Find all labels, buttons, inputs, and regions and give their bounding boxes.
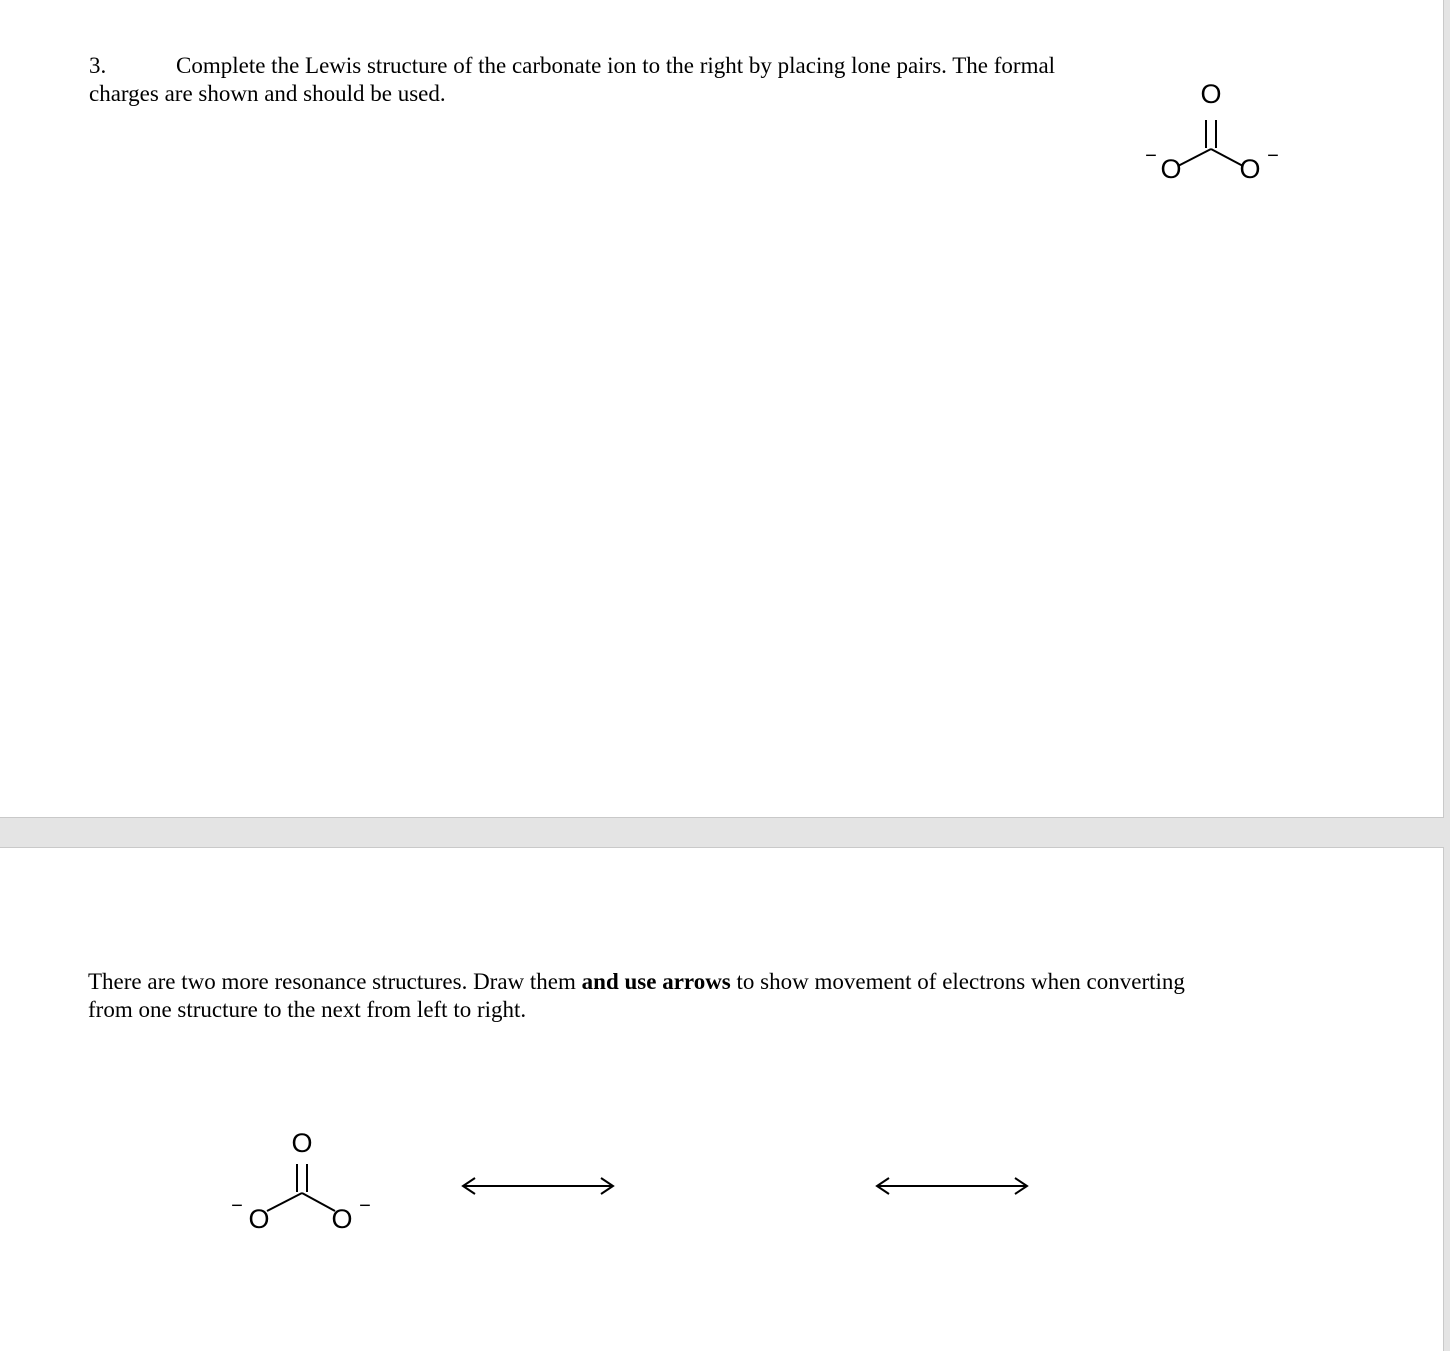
question-text-line-2: charges are shown and should be used.	[89, 81, 446, 106]
single-bond-right	[1211, 149, 1243, 166]
oxygen-left: O	[248, 1204, 270, 1234]
oxygen-right: O	[331, 1204, 353, 1234]
resonance-text-line-1	[88, 968, 1185, 996]
resonance-text-bold: and use arrows	[581, 969, 731, 994]
resonance-arrow-1	[458, 1174, 618, 1198]
resonance-text-part-a: There are two more resonance structures. Draw them	[88, 969, 582, 994]
carbonate-ion-structure	[1135, 72, 1295, 192]
oxygen-top: O	[1200, 79, 1222, 109]
question-text-line-1: Complete the Lewis structure of the carbonate ion to the right by placing lone pairs. The formal	[176, 53, 1056, 78]
document-page-2	[0, 847, 1444, 1351]
oxygen-right: O	[1239, 154, 1261, 184]
oxygen-left: O	[1160, 154, 1182, 184]
question-number: 3.	[89, 53, 107, 78]
charge-right: −	[359, 1195, 371, 1217]
charge-left: −	[1145, 145, 1157, 167]
single-bond-left	[1178, 149, 1211, 166]
resonance-arrow-2	[872, 1174, 1032, 1198]
oxygen-top: O	[291, 1128, 313, 1158]
single-bond-right	[302, 1193, 335, 1211]
charge-right: −	[1267, 145, 1279, 167]
single-bond-left	[267, 1193, 302, 1211]
resonance-structure-start	[222, 1122, 382, 1242]
resonance-text-line-2: from one structure to the next from left to right.	[88, 997, 527, 1022]
resonance-text-part-b: to show movement of electrons when converting	[730, 969, 1185, 994]
charge-left: −	[231, 1195, 243, 1217]
